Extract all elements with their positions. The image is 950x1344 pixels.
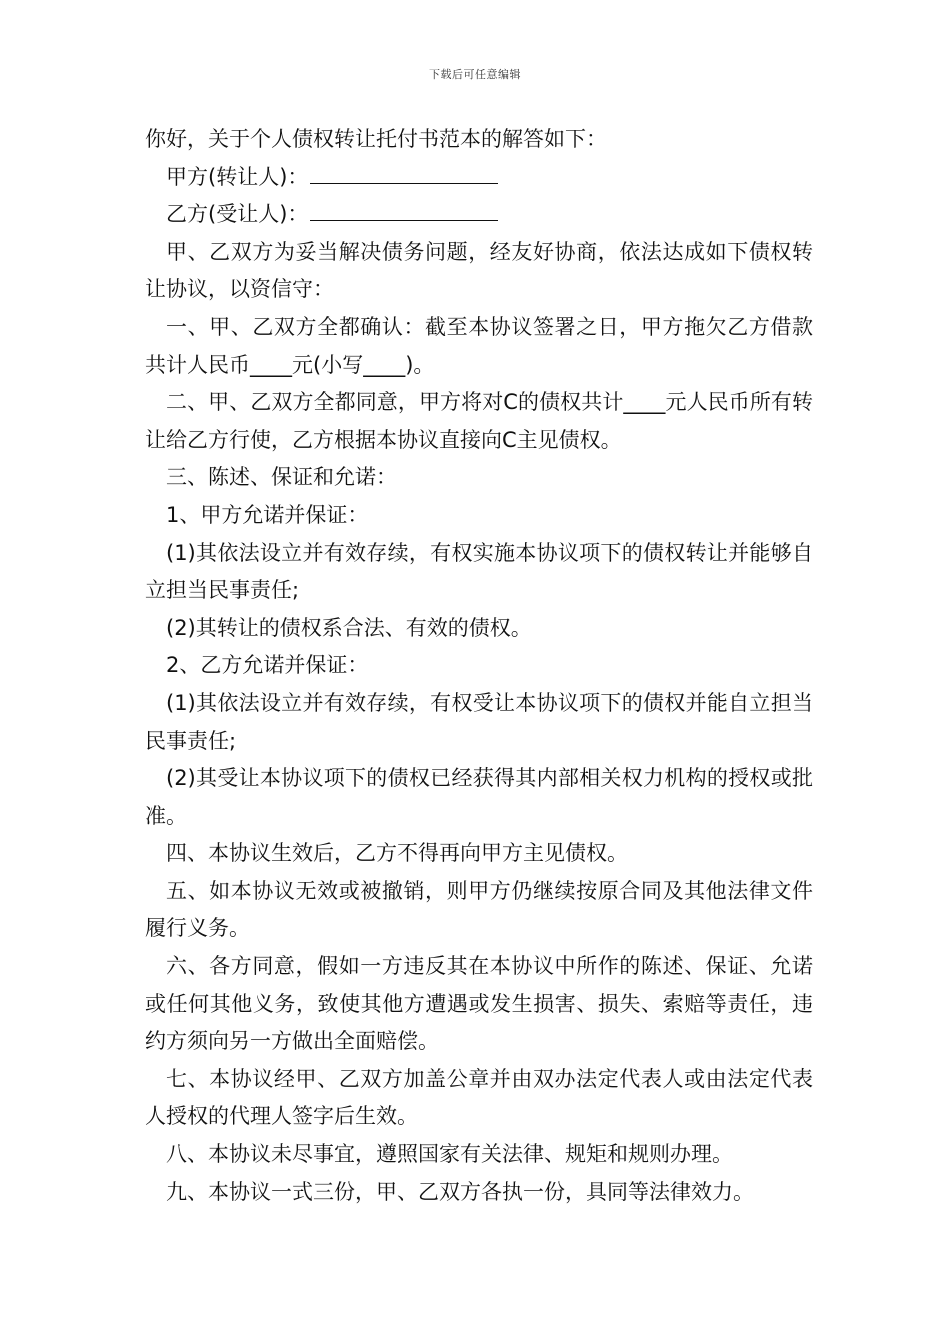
paragraph-clause-7: 七、本协议经甲、乙双方加盖公章并由双办法定代表人或由法定代表人授权的代理人签字后生效。	[145, 1066, 813, 1129]
paragraph-clause-3-2-a: (1)其依法设立并有效存续，有权受让本协议项下的债权并能自立担当民事责任;	[145, 690, 813, 753]
document-body	[145, 121, 813, 1211]
paragraph-clause-9: 九、本协议一式三份，甲、乙双方各执一份，具同等法律效力。	[166, 1179, 754, 1204]
paragraph-clause-8: 八、本协议未尽事宜，遵照国家有关法律、规矩和规则办理。	[166, 1142, 733, 1167]
paragraph-preamble: 甲、乙双方为妥当解决债务问题，经友好协商，依法达成如下债权转让协议，以资信守：	[145, 239, 813, 302]
party-b-line	[145, 196, 813, 234]
page-header-note: 下载后可任意编辑	[429, 68, 521, 81]
party-a-label: 甲方(转让人)：	[166, 164, 309, 189]
paragraph-clause-3-2-b: (2)其受让本协议项下的债权已经获得其内部相关权力机构的授权或批准。	[145, 766, 813, 828]
paragraph-clause-3-1-b: (2)其转让的债权系合法、有效的债权。	[166, 615, 532, 640]
paragraph-clause-3-2: 2、乙方允诺并保证：	[166, 653, 369, 678]
party-a-blank	[310, 161, 498, 184]
party-a-line	[145, 159, 813, 197]
party-b-label: 乙方(受让人)：	[166, 202, 309, 227]
intro-line: 你好，关于个人债权转让托付书范本的解答如下：	[145, 127, 607, 151]
paragraph-clause-3: 三、陈述、保证和允诺：	[166, 465, 397, 490]
paragraph-clause-4: 四、本协议生效后，乙方不得再向甲方主见债权。	[166, 841, 628, 866]
party-b-blank	[310, 198, 498, 221]
paragraph-clause-1: 一、甲、乙双方全都确认：截至本协议签署之日，甲方拖欠乙方借款共计人民币____元(小写____)。	[145, 314, 813, 377]
paragraph-clause-5: 五、如本协议无效或被撤销，则甲方仍继续按原合同及其他法律文件履行义务。	[145, 878, 813, 941]
paragraph-clause-2: 二、甲、乙双方全都同意，甲方将对C的债权共计____元人民币所有转让给乙方行使，乙方根据本协议直接向C主见债权。	[145, 390, 813, 452]
paragraph-clause-6: 六、各方同意，假如一方违反其在本协议中所作的陈述、保证、允诺或任何其他义务，致使其他方遭遇或发生损害、损失、索赔等责任，违约方须向另一方做出全面赔偿。	[145, 954, 813, 1054]
paragraph-clause-3-1: 1、甲方允诺并保证：	[166, 502, 369, 527]
paragraph-clause-3-1-a: (1)其依法设立并有效存续，有权实施本协议项下的债权转让并能够自立担当民事责任;	[145, 540, 813, 603]
